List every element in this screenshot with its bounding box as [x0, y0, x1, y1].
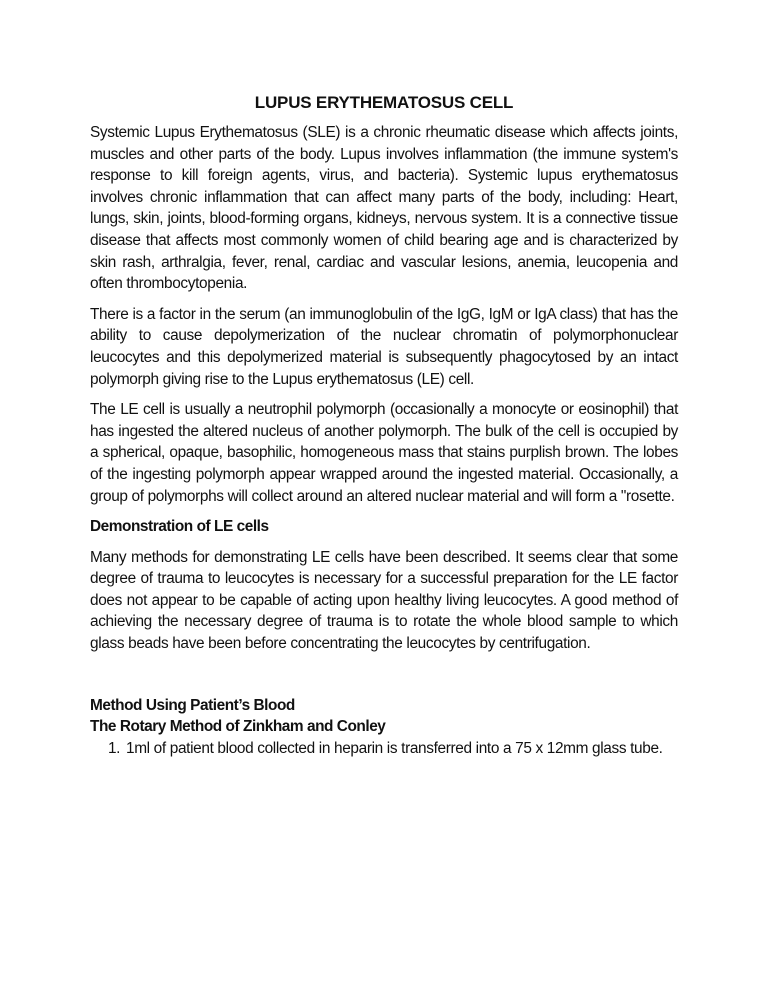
- paragraph-sle-intro: Systemic Lupus Erythematosus (SLE) is a chronic rheumatic disease which affects joints, muscles and other parts of the body. Lupus involves inflammation (the immune system's response to kill foreign agents, virus, and bacteria). Systemic lupus erythematosus involves chronic inflammation that can affect many parts of the body, including: Heart, lungs, skin, joints, blood-forming organs, kidneys, nervous system. It is a connective tissue disease that affects most commonly women of child bearing age and is characterized by skin rash, arthralgia, fever, renal, cardiac and vascular lesions, anemia, leucopenia and often thrombocytopenia.: [90, 124, 678, 293]
- paragraph-serum-factor: There is a factor in the serum (an immunoglobulin of the IgG, IgM or IgA class) that has the ability to cause depolymerization of the nuclear chromatin of polymorphonuclear leucocytes and this depolymerized material is subsequently phagocytosed by an intact polymorph giving rise to the Lupus erythematosus (LE) cell.: [90, 305, 678, 388]
- method-steps-list: [90, 738, 678, 760]
- paragraph-le-cell-description: The LE cell is usually a neutrophil polymorph (occasionally a monocyte or eosinophil) that has ingested the altered nucleus of another polymorph. The bulk of the cell is occupied by a spherical, opaque, basophilic, homogeneous mass that stains purplish brown. The lobes of the ingesting polymorph appear wrapped around the ingested material. Occasionally, a group of polymorphs will collect around an altered nuclear material and will form a "rosette.: [90, 401, 678, 505]
- document-page: [90, 92, 678, 759]
- section-heading-method: Method Using Patient’s Blood: [90, 696, 295, 714]
- document-title: LUPUS ERYTHEMATOSUS CELL: [254, 93, 514, 112]
- paragraph-demonstration: Many methods for demonstrating LE cells have been described. It seems clear that some degree of trauma to leucocytes is necessary for a successful preparation for the LE factor does not appear to be capable of acting upon healthy living leucocytes. A good method of achieving the necessary degree of trauma is to rotate the whole blood sample to which glass beads have been before concentrating the leucocytes by centrifugation.: [90, 548, 678, 653]
- section-heading-demonstration: Demonstration of LE cells: [90, 518, 269, 536]
- section-subheading-rotary-method: The Rotary Method of Zinkham and Conley: [90, 718, 386, 736]
- method-step: 1. 1ml of patient blood collected in heparin is transferred into a 75 x 12mm glass tube.: [124, 738, 678, 760]
- spacer: [90, 664, 678, 695]
